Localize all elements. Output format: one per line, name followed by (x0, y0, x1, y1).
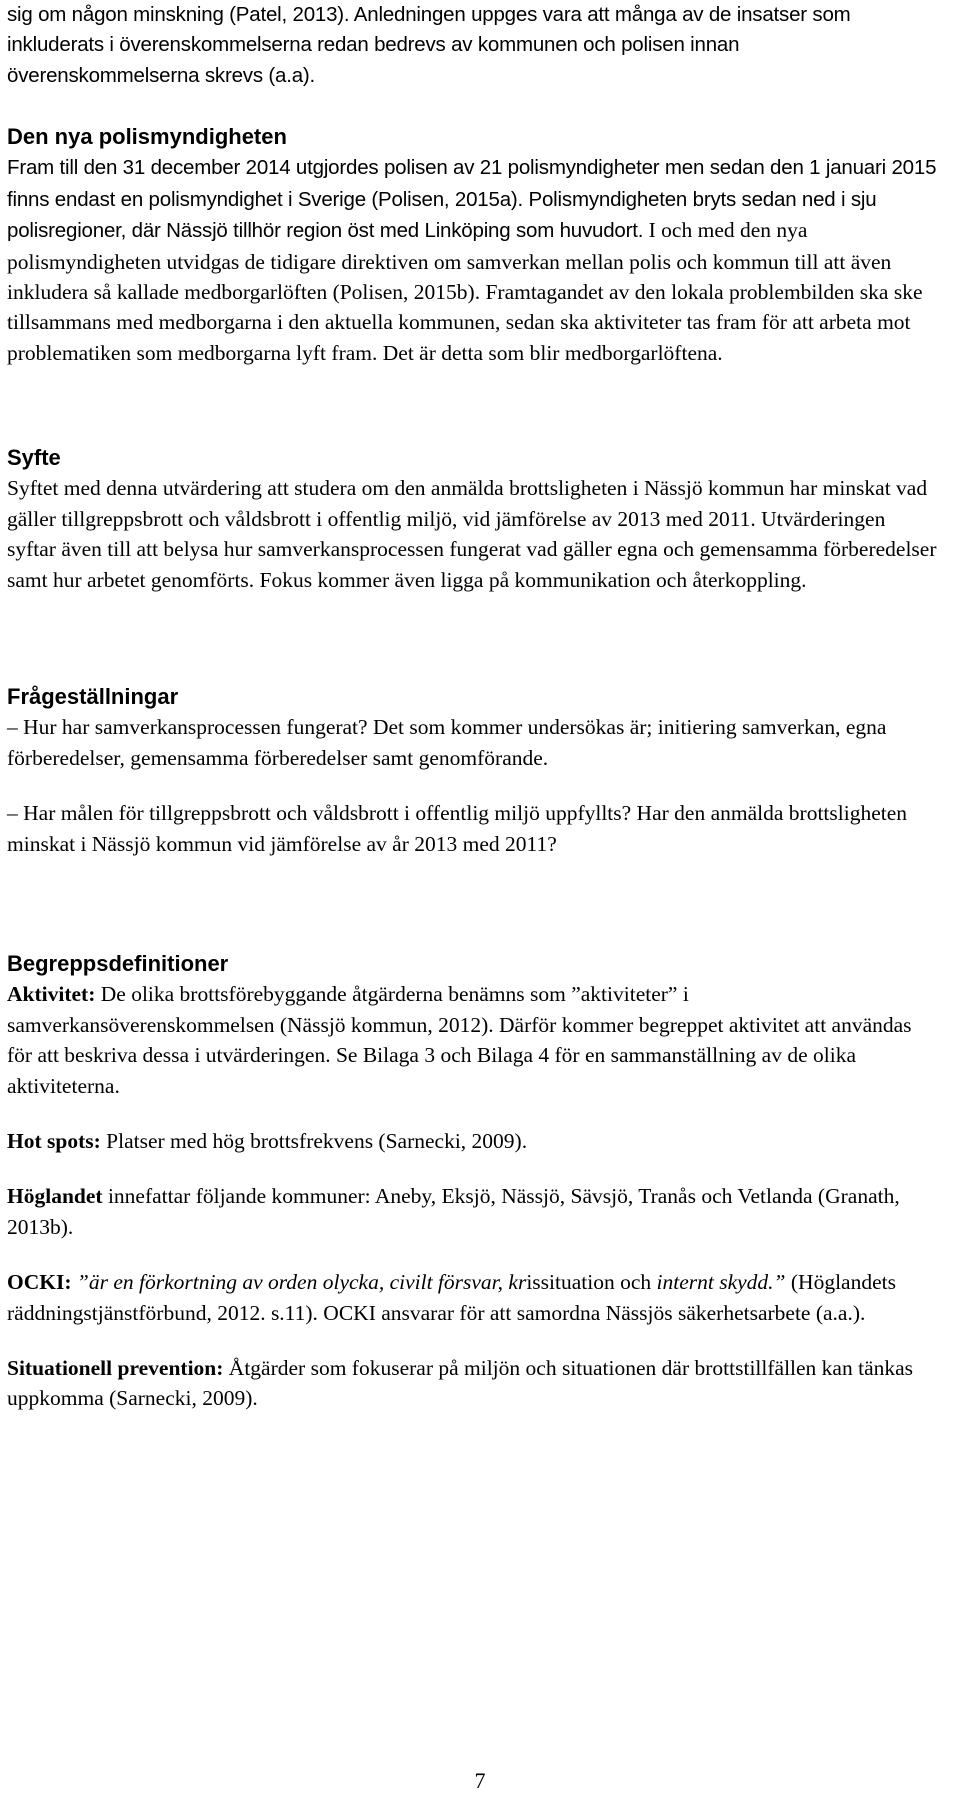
section-heading-fragestallningar: Frågeställningar (7, 684, 179, 709)
spacer (7, 1242, 937, 1267)
definition-text: issituation och (526, 1270, 652, 1295)
spacer (7, 1156, 937, 1181)
polis-paragraph (7, 152, 937, 368)
definition-term: Höglandet (7, 1184, 103, 1209)
definition-aktivitet (7, 979, 937, 1101)
definition-text: Åtgärder som fokuserar på miljön och situationen där brottstillfällen kan tänkas uppkomma (Sarnecki, 2009). (7, 1356, 914, 1411)
polis-section (7, 122, 937, 368)
definition-hoglandet (7, 1181, 937, 1242)
definition-hotspots (7, 1126, 937, 1156)
spacer (7, 773, 937, 798)
definition-term: Aktivitet: (7, 982, 96, 1007)
syfte-paragraph: Syftet med denna utvärdering att studera om den anmälda brottsligheten i Nässjö kommun har minskat vad gäller tillgreppsbrott och våldsbrott i offentlig miljö, vid jämförelse av 2013 med 2011. Utvärderingen syftar även till att belysa hur samverkansprocessen fungerat vad gäller egna och gemensamma förberedelser samt hur arbetet genomförts. Fokus kommer även ligga på kommunikation och återkoppling. (7, 476, 937, 592)
definition-text: (Höglandets räddningstjänstförbund, 2012. s.11). OCKI ansvarar för att samordna Nässjös säkerhetsarbete (a.a.). (7, 1270, 896, 1325)
begrepp-section (7, 949, 937, 1414)
section-heading-syfte: Syfte (7, 445, 61, 470)
intro-paragraph: sig om någon minskning (Patel, 2013). Anledningen uppges vara att många av de insatser som inkluderats i överenskommelserna redan bedrevs av kommunen och polisen innan överenskommelserna skrevs (a.a). (7, 3, 851, 87)
definition-text: innefattar följande kommuner: Aneby, Eksjö, Nässjö, Sävsjö, Tranås och Vetlanda (Granath, 2013b). (7, 1184, 900, 1239)
syfte-section (7, 443, 937, 595)
question-item: – Har målen för tillgreppsbrott och våldsbrott i offentlig miljö uppfyllts? Har den anmälda brottsligheten minskat i Nässjö kommun vid jämförelse av år 2013 med 2011? (7, 801, 908, 856)
spacer (7, 1101, 937, 1126)
polis-paragraph-part-b: I och med den nya polismyndigheten utvidgas de tidigare direktiven om samverkan mellan polis och kommun till att även inkludera så kallade medborgarlöften (Polisen, 2015b). Framtagandet av den lokala problembilden ska ske tillsammans med medborgarna i den aktuella kommunen, sedan ska aktiviteter tas fram för att arbeta mot problematiken som medborgarna lyft fram. Det är detta som blir medborgarlöftena. (7, 218, 923, 365)
intro-block (7, 0, 937, 91)
question-item: – Hur har samverkansprocessen fungerat? Det som kommer undersökas är; initiering samverkan, egna förberedelser, gemensamma förberedelser samt genomförande. (7, 715, 887, 770)
fragor-section (7, 682, 937, 859)
spacer (7, 1328, 937, 1353)
definition-text: De olika brottsförebyggande åtgärderna benämns som ”aktiviteter” i samverkansöverenskommelsen (Nässjö kommun, 2012). Därför kommer begreppet aktivitet att användas för att beskriva dessa i utvärderingen. Se Bilaga 3 och Bilaga 4 för en sammanställning av de olika aktiviteterna. (7, 982, 912, 1098)
section-heading-polismyndigheten: Den nya polismyndigheten (7, 124, 287, 149)
polis-paragraph-part-a: Fram till den 31 december 2014 utgjordes polisen av 21 polismyndigheter men sedan den 1 januari 2015 finns endast en polismyndighet i Sverige (Polisen, 2015a). Polismyndigheten bryts sedan ned i sju polisregioner, där Nässjö tillhör region öst med Linköping som huvudort. (7, 156, 937, 243)
page-number: 7 (474, 1768, 486, 1793)
definition-term: Hot spots: (7, 1129, 101, 1154)
definition-term: Situationell prevention: (7, 1356, 224, 1381)
definition-term: OCKI: (7, 1270, 72, 1295)
definition-situationell-prevention (7, 1353, 937, 1414)
section-heading-begreppsdefinitioner: Begreppsdefinitioner (7, 951, 229, 976)
definition-quote: internt skydd.” (651, 1270, 786, 1295)
definition-text: Platser med hög brottsfrekvens (Sarnecki, 2009). (100, 1129, 528, 1154)
definition-ocki (7, 1267, 937, 1328)
definition-quote: ”är en förkortning av orden olycka, civilt försvar, kr (71, 1270, 527, 1295)
